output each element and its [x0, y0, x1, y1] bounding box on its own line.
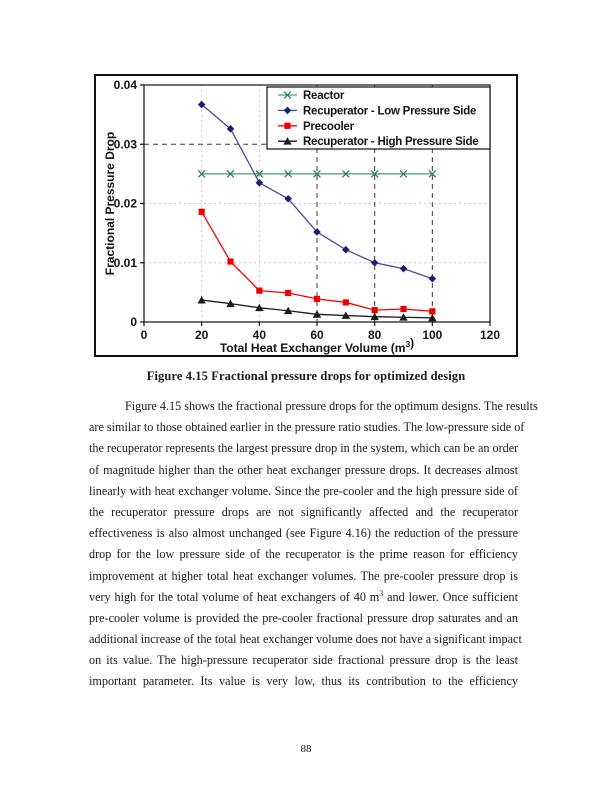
data-point-marker: [199, 209, 205, 215]
paragraph-line: very high for the total volume of heat exchangers of 40 $m^3$ and lower. Once sufficient: [89, 588, 518, 604]
data-point-marker: [342, 246, 350, 254]
data-point-marker: [256, 287, 262, 293]
y-tick-label: 0.03: [113, 137, 137, 152]
paragraph-line: of magnitude higher than the other heat exchanger pressure drops. It decreases almost: [89, 462, 518, 477]
pressure-drop-chart: [96, 76, 516, 355]
x-tick-label: 0: [140, 328, 148, 342]
figure-box: [94, 74, 518, 357]
legend-marker: [284, 123, 290, 129]
data-point-marker: [285, 290, 291, 296]
paragraph-line: improvement at higher total heat exchanger volumes. The pre-cooler pressure drop is: [89, 568, 518, 583]
paragraph-line: additional increase of the total heat exchanger volume does not have a significant impact: [89, 632, 522, 647]
data-point-marker: [314, 296, 320, 302]
paragraph-line: on its value. The high-pressure recuperator side fractional pressure drop is the least: [89, 653, 518, 668]
y-tick-label: 0.04: [113, 78, 137, 92]
x-axis-title: Total Heat Exchanger Volume $(m^3)$: [219, 336, 415, 355]
y-tick-label: 0.02: [113, 196, 137, 211]
x-tick-label: 100: [422, 328, 443, 342]
paragraph-line: effectiveness is also almost unchanged (see Figure 4.16) the reduction of the pressure: [89, 526, 518, 541]
legend-label: Reactor: [303, 90, 345, 102]
x-tick-label: 80: [367, 328, 382, 342]
data-point-marker: [400, 265, 408, 273]
paragraph-line: important parameter. Its value is very low, thus its contribution to the efficiency: [89, 674, 518, 689]
paragraph-line: linearly with heat exchanger volume. Since the pre-cooler and the high pressure side of: [89, 483, 518, 498]
y-tick-label: 0: [130, 315, 137, 329]
legend-item-recuperator-low-pressure-side: [278, 105, 476, 117]
paragraph-line: pre-cooler volume is provided the pre-cooler fractional pressure drop saturates and an: [89, 610, 518, 625]
data-point-marker: [429, 308, 435, 314]
body-paragraph: [89, 396, 538, 693]
figure-caption: Figure 4.15 Fractional pressure drops for optimized design: [146, 369, 466, 383]
y-axis-title: Fractional Pressure Drop: [103, 131, 117, 276]
y-tick-label: 0.01: [113, 255, 137, 270]
x-tick-label: 120: [479, 328, 501, 342]
data-point-marker: [429, 275, 437, 283]
data-point-marker: [372, 307, 378, 313]
legend-label: Recuperator - High Pressure Side: [303, 136, 479, 149]
paragraph-line: the recuperator represents the largest pressure drop in the system, which can be an order: [89, 441, 519, 456]
paragraph-line: drop for the low pressure side of the recuperator is the prime reason for efficiency: [89, 547, 518, 562]
legend: [267, 87, 490, 149]
page-number: 88: [300, 743, 312, 755]
data-point-marker: [371, 259, 379, 267]
data-point-marker: [197, 296, 205, 303]
x-tick-label: 20: [194, 328, 209, 342]
data-point-marker: [227, 258, 233, 264]
data-point-marker: [256, 179, 264, 187]
data-point-marker: [343, 299, 349, 305]
legend-label: Precooler: [303, 120, 354, 133]
paragraph-line: Figure 4.15 shows the fractional pressure drops for the optimum designs. The results: [125, 399, 538, 413]
x-tick-label: 40: [252, 328, 267, 342]
legend-label: Recuperator - Low Pressure Side: [303, 105, 477, 118]
legend-item-recuperator-high-pressure-side: [278, 136, 478, 148]
paragraph-line: are similar to those obtained earlier in the pressure ratio studies. The low-pressure side of: [89, 420, 525, 435]
data-point-marker: [400, 306, 406, 312]
x-tick-label: 60: [310, 328, 324, 342]
paragraph-line: the recuperator pressure drops are not significantly affected and the recuperator: [89, 504, 518, 519]
